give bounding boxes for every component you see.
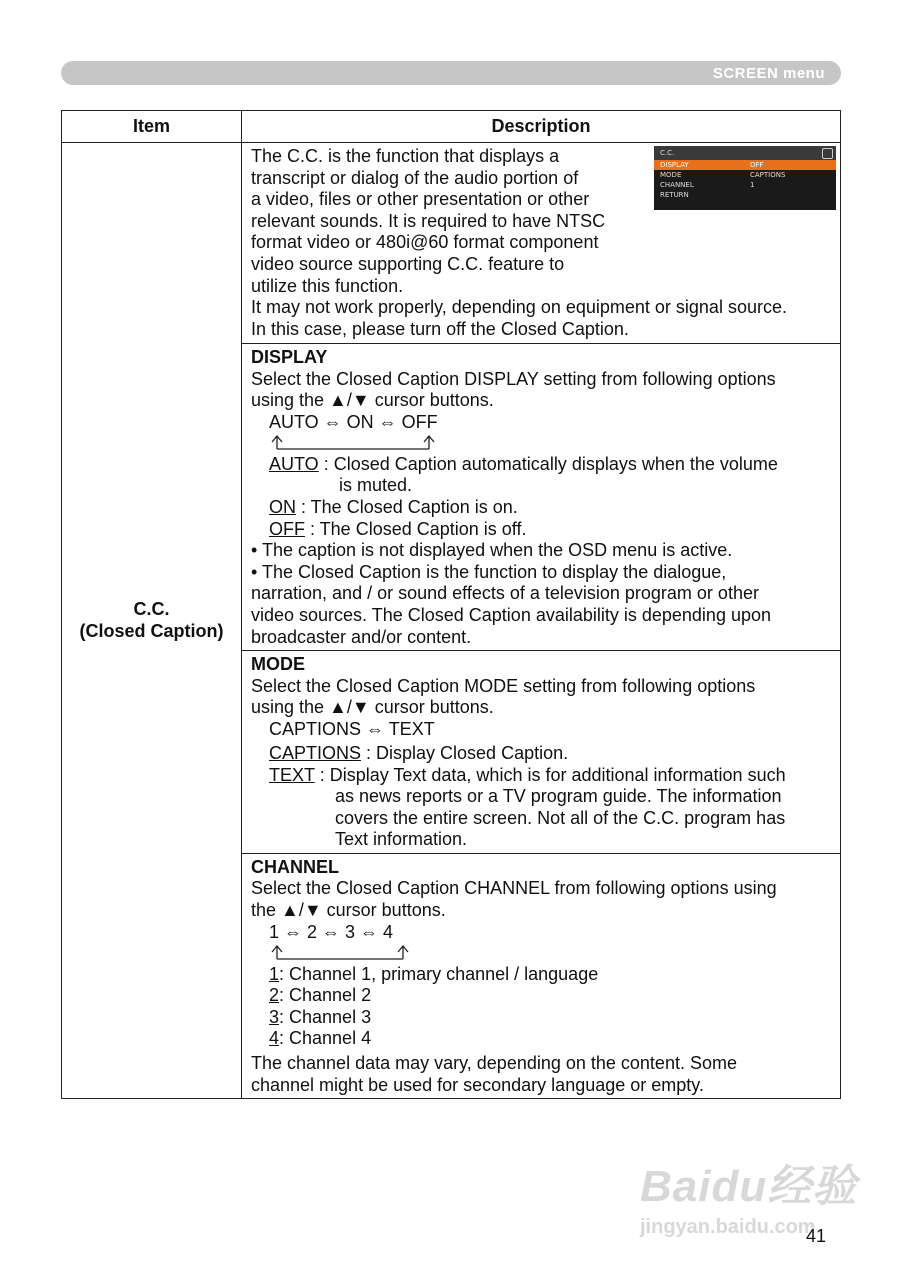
display-cycle-return-arrow	[251, 434, 832, 450]
intro-line: a video, files or other presentation or other	[251, 189, 590, 210]
section-label: SCREEN menu	[712, 65, 825, 82]
channel-footer: The channel data may vary, depending on the content. Some	[251, 1053, 737, 1074]
page-number: 41	[806, 1226, 827, 1246]
section-header-bar	[61, 61, 841, 85]
mode-option-text: TEXT : Display Text data, which is for additional information such as news reports or a TV program guide. The information covers the entire screen. Not all of the C.C. program has Text information.	[269, 764, 786, 850]
table-header-row	[62, 111, 841, 143]
mode-line: Select the Closed Caption MODE setting from following options	[251, 675, 756, 696]
item-column-header: Item	[62, 111, 242, 143]
watermark-logo-text: Baidu经验	[640, 1162, 858, 1211]
display-note: broadcaster and/or content.	[251, 626, 472, 647]
channel-option-1: 1: Channel 1, primary channel / language	[269, 963, 599, 984]
mode-cycle: CAPTIONS ⇔ TEXT	[269, 718, 435, 739]
display-option-on: ON : The Closed Caption is on.	[269, 496, 518, 517]
intro-line: relevant sounds. It is required to have NTSC	[251, 210, 606, 231]
display-note: • The Closed Caption is the function to display the dialogue,	[251, 561, 727, 582]
display-note: video sources. The Closed Caption availability is depending upon	[251, 604, 771, 625]
item-cell	[62, 143, 242, 1099]
mode-description	[242, 651, 841, 854]
osd-row-mode: MODE CAPTIONS	[660, 171, 786, 179]
osd-row-display: DISPLAY OFF	[654, 160, 836, 170]
display-description	[242, 344, 841, 651]
intro-line: It may not work properly, depending on equipment or signal source.	[251, 297, 787, 318]
display-note: • The caption is not displayed when the OSD menu is active.	[251, 540, 733, 561]
display-cycle: AUTO ⇔ ON ⇔ OFF	[269, 411, 438, 432]
channel-option-4: 4: Channel 4	[269, 1028, 372, 1049]
item-name: C.C.	[133, 599, 170, 620]
display-title: DISPLAY	[251, 347, 328, 367]
osd-title: C.C.	[654, 146, 836, 160]
intro-line: In this case, please turn off the Closed Caption.	[251, 318, 629, 339]
watermark-url: jingyan.baidu.com	[640, 1216, 816, 1238]
channel-line: Select the Closed Caption CHANNEL from following options using	[251, 878, 777, 899]
channel-option-2: 2: Channel 2	[269, 985, 372, 1006]
display-line: using the ▲/▼ cursor buttons.	[251, 390, 494, 411]
channel-title: CHANNEL	[251, 856, 339, 877]
osd-row-return: RETURN	[660, 191, 689, 199]
channel-footer: channel might be used for secondary language or empty.	[251, 1074, 704, 1095]
menu-table	[61, 110, 841, 1099]
intro-description	[242, 143, 841, 344]
osd-close-icon	[822, 148, 833, 159]
mode-option-captions: CAPTIONS : Display Closed Caption.	[269, 742, 569, 763]
intro-line: transcript or dialog of the audio portion of	[251, 167, 579, 188]
channel-line: the ▲/▼ cursor buttons.	[251, 900, 446, 921]
display-option-auto: AUTO : Closed Caption automatically displays when the volume is muted.	[269, 453, 778, 496]
intro-line: utilize this function.	[251, 275, 404, 296]
intro-line: format video or 480i@60 format component	[251, 232, 599, 253]
display-option-off: OFF : The Closed Caption is off.	[269, 518, 527, 539]
intro-line: video source supporting C.C. feature to	[251, 253, 565, 274]
channel-option-3: 3: Channel 3	[269, 1006, 372, 1027]
description-column-header: Description	[242, 111, 841, 143]
channel-cycle: 1 ⇔ 2 ⇔ 3 ⇔ 4	[269, 921, 394, 942]
display-line: Select the Closed Caption DISPLAY setting from following options	[251, 368, 776, 389]
mode-line: using the ▲/▼ cursor buttons.	[251, 697, 494, 718]
display-note: narration, and / or sound effects of a television program or other	[251, 583, 759, 604]
channel-description	[242, 853, 841, 1098]
intro-row	[62, 143, 841, 344]
intro-line: The C.C. is the function that displays a	[251, 146, 560, 166]
osd-row-channel: CHANNEL 1	[660, 181, 755, 189]
channel-cycle-return-arrow	[251, 944, 832, 960]
item-subname: (Closed Caption)	[79, 620, 224, 641]
osd-menu-image	[654, 146, 836, 210]
mode-title: MODE	[251, 654, 305, 675]
